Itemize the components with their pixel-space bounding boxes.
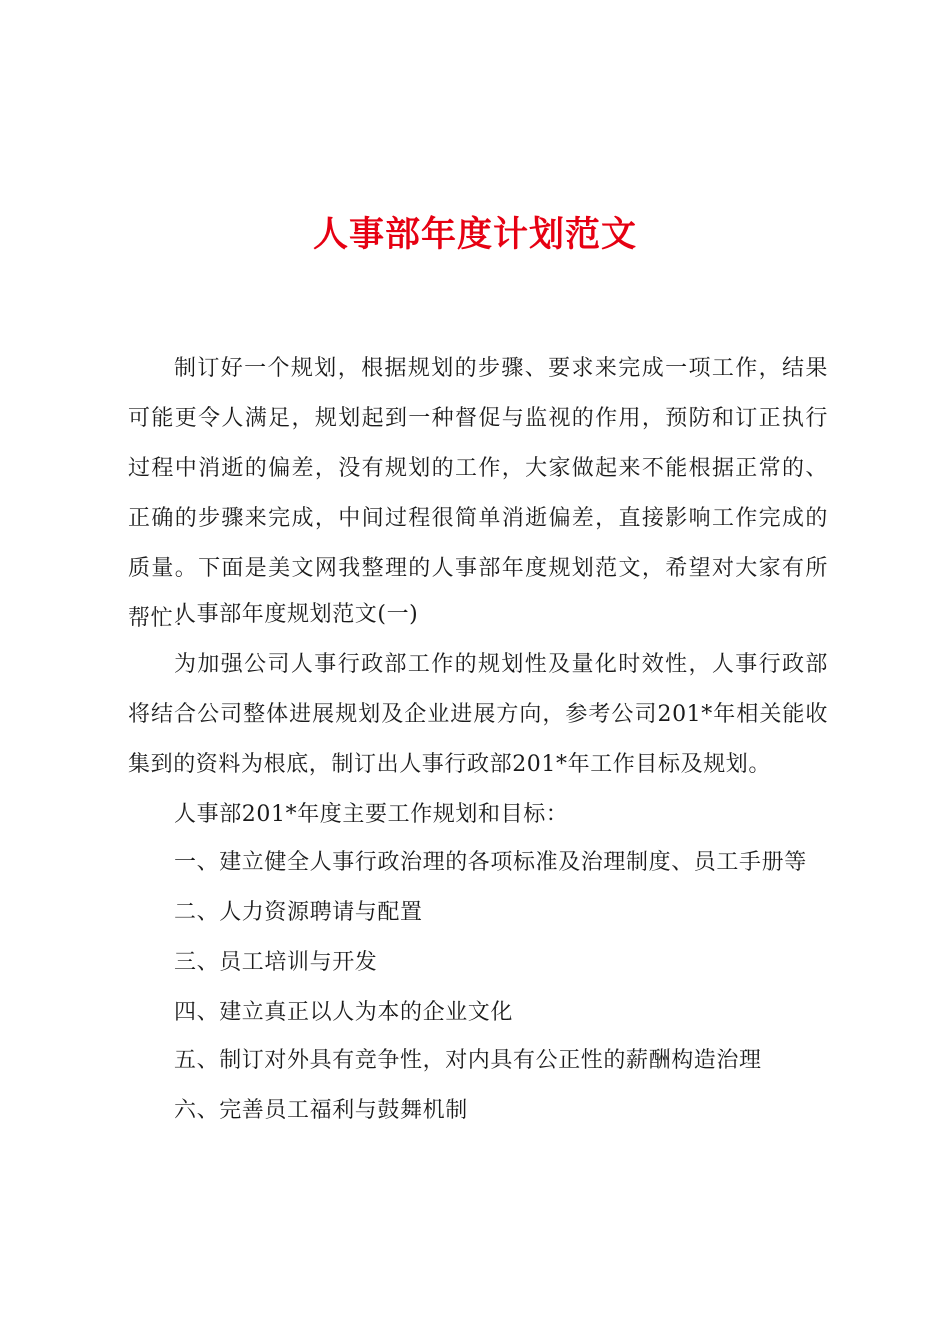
goal-item: 六、完善员工福利与鼓舞机制 <box>174 1098 468 1123</box>
body-paragraph: 为加强公司人事行政部工作的规划性及量化时效性，人事行政部将结合公司整体进展规划及企业进展方向，参考公司201*年相关能收集到的资料为根底，制订出人事行政部201*年工作目标及规划。 <box>128 652 828 777</box>
goals-heading: 人事部201*年度主要工作规划和目标： <box>174 802 569 827</box>
goal-item: 二、人力资源聘请与配置 <box>174 900 423 925</box>
intro-paragraph: 制订好一个规划，根据规划的步骤、要求来完成一项工作，结果可能更令人满足，规划起到一种督促与监视的作用，预防和订正执行过程中消逝的偏差，没有规划的工作，大家做起来不能根据正常的、正确的步骤来完成，中间过程很简单消逝偏差，直接影响工作完成的质量。下面是美文网我整理的人事部年度规划范文，希望对大家有所帮忙！ <box>128 356 828 631</box>
section-heading: 人事部年度规划范文(一) <box>174 602 419 627</box>
goal-item: 三、员工培训与开发 <box>174 950 378 975</box>
goal-item: 五、制订对外具有竞争性，对内具有公正性的薪酬构造治理 <box>174 1048 762 1073</box>
document-title: 人事部年度计划范文 <box>312 214 637 255</box>
goal-item: 一、建立健全人事行政治理的各项标准及治理制度、员工手册等 <box>174 850 807 875</box>
goal-item: 四、建立真正以人为本的企业文化 <box>174 1000 514 1025</box>
